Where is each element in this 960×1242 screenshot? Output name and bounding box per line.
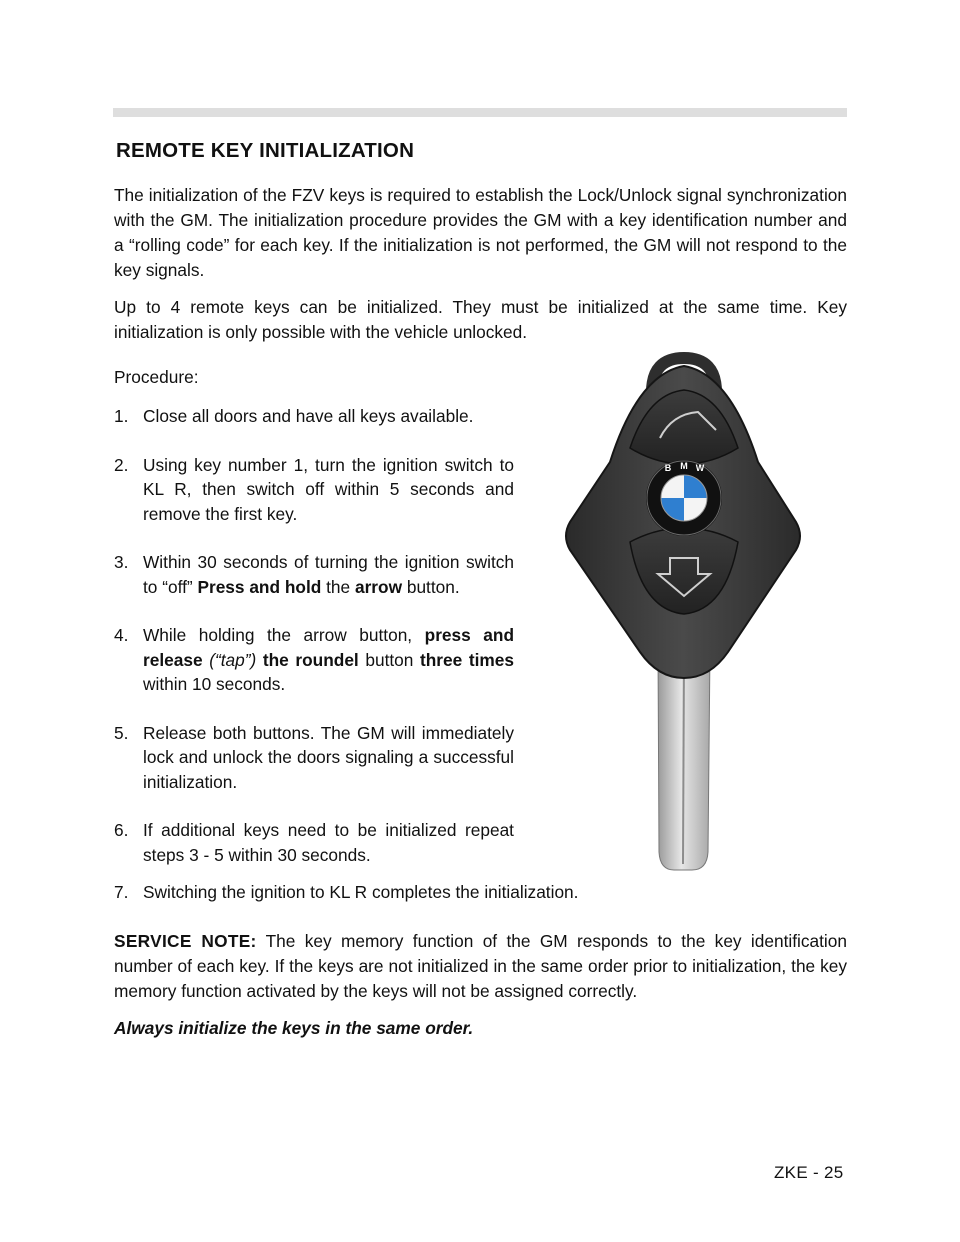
- service-note-label: SERVICE NOTE:: [114, 931, 257, 951]
- roundel-letter-b: B: [664, 463, 672, 473]
- limit-paragraph: Up to 4 remote keys can be initialized. They must be initialized at the same time. Key initialization is only possible with the vehicle unlocked.: [114, 297, 847, 342]
- procedure-label: Procedure:: [114, 367, 199, 387]
- step-number: 2.: [114, 454, 129, 475]
- step-text: Within 30 seconds of turning the ignition switch to “off” Press and hold the arrow button.: [143, 552, 514, 597]
- bmw-roundel: [646, 460, 722, 536]
- step-text: Using key number 1, turn the ignition switch to KL R, then switch off within 5 seconds and remove the first key.: [143, 454, 514, 524]
- step-text: Close all doors and have all keys available.: [143, 406, 474, 426]
- header-rule: [113, 108, 847, 117]
- step-2: [114, 453, 514, 527]
- page-number: ZKE - 25: [774, 1163, 844, 1182]
- intro-paragraph: The initialization of the FZV keys is required to establish the Lock/Unlock signal synchronization with the GM. The initialization procedure provides the GM with a key identification number and a “rolling code” for each key. If the initialization is not performed, the GM will not respond to the key signals.: [114, 185, 847, 280]
- procedure-steps: [114, 404, 514, 891]
- step-text: Switching the ignition to KL R completes the initialization.: [143, 882, 579, 902]
- step-3: [114, 550, 514, 599]
- service-note-text: The key memory function of the GM responds to the key identification number of each key. If the keys are not initialized in the same order prior to initialization, the key memory function activated by the keys will not be assigned correctly.: [114, 931, 847, 1001]
- step-number: 5.: [114, 722, 129, 743]
- roundel-letter-w: W: [695, 463, 705, 473]
- step-text: If additional keys need to be initialized repeat steps 3 - 5 within 30 seconds.: [143, 820, 514, 865]
- step-7: [114, 880, 578, 905]
- step-number: 3.: [114, 552, 129, 572]
- step-4: [114, 623, 514, 697]
- step-5: [114, 721, 514, 795]
- step-text: While holding the arrow button, press and release (“tap”) the roundel button three times within 10 seconds.: [143, 625, 514, 694]
- step-number: 7.: [114, 882, 129, 902]
- step-number: 1.: [114, 406, 129, 426]
- roundel-letter-m: M: [680, 461, 688, 471]
- closing-statement: Always initialize the keys in the same order.: [114, 1018, 474, 1038]
- step-text: Release both buttons. The GM will immediately lock and unlock the doors signaling a successful initialization.: [143, 722, 514, 792]
- step-number: 4.: [114, 625, 129, 645]
- step-1: [114, 404, 514, 429]
- step-6: [114, 818, 514, 867]
- remote-key-image: [560, 352, 806, 872]
- step-number: 6.: [114, 820, 129, 840]
- service-note: [114, 929, 847, 1004]
- section-heading: REMOTE KEY INITIALIZATION: [116, 139, 415, 162]
